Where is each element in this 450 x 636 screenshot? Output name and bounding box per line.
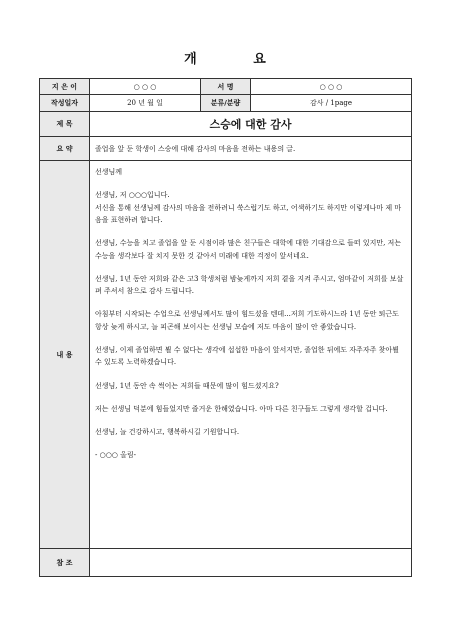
content-row [40,161,412,549]
content-paragraph-thanks: 선생님, 1년 동안 저희와 같은 고3 학생처럼 밤늦게까지 저희 곁을 지켜 주시고, 엄마같이 저희를 보살펴 주셔서 참으로 감사 드립니다. [95,274,404,296]
content-paragraph-intro: 선생님, 저 ○○○입니다. 서신을 통해 선생님께 감사의 마음을 전하려니 쑥스럽기도 하고, 어색하기도 하지만 이렇게나마 제 마음을 표현하려 합니다. [95,191,402,225]
content-paragraph-morning: 아침부터 시작되는 수업으로 선생님께서도 많이 힘드셨을 텐데...저희 기도하시느라 1년 동안 퇴근도 항상 늦게 하시고, 늘 피곤해 보이시는 선생님 모습에 저도 마음이 많이 안 좋았습니다. [95,310,399,331]
content-paragraph-hardship: 선생님, 1년 동안 속 썩이는 저희들 때문에 많이 힘드셨지요? [95,381,279,390]
document-title: 개 요 [184,52,292,67]
author-value: ○ ○ ○ [90,79,201,95]
date-label: 작성일자 [40,95,90,112]
content-paragraph-gratitude: 저는 선생님 덕분에 힘들었지만 즐거운 한해였습니다. 아마 다른 친구들도 그렇게 생각할 겁니다. [95,404,388,413]
content-paragraph-signoff: - ○○○ 올림- [95,450,137,459]
content-paragraph-exam: 선생님, 수능을 치고 졸업을 앞 둔 시점이라 많은 친구들은 대학에 대한 기대감으로 들떠 있지만, 저는 수능을 생각보다 잘 치지 못한 것 같아서 미래에 대한 걱정이 앞서네요. [95,239,402,260]
content-body [90,161,412,549]
subject-label: 제 목 [40,112,90,137]
summary-row [40,137,412,161]
reference-label: 참 조 [40,549,90,577]
summary-value: 졸업을 앞 둔 학생이 스승에 대해 감사의 마음을 전하는 내용의 글. [90,137,412,161]
subject-value: 스승에 대한 감사 [90,112,412,137]
author-row [40,79,412,95]
author-label: 지 은 이 [40,79,90,95]
signature-label: 서 명 [201,79,251,95]
summary-form-table [39,78,412,577]
signature-value: ○ ○ ○ [251,79,412,95]
date-value: 20 년 월 일 [90,95,201,112]
date-row [40,95,412,112]
content-paragraph-salutation: 선생님께 [95,168,123,176]
reference-row [40,549,412,577]
category-label: 분류/분량 [201,95,251,112]
subject-row [40,112,412,137]
category-value: 감사 / 1page [251,95,412,112]
content-paragraph-graduation: 선생님, 이제 졸업하면 뵐 수 없다는 생각에 섭섭한 마음이 앞서지만, 졸업한 뒤에도 자주자주 찾아뵐 수 있도록 노력하겠습니다. [95,345,399,367]
reference-value [90,549,412,577]
summary-label: 요 약 [40,137,90,161]
content-paragraph-wish: 선생님, 늘 건강하시고, 행복하시길 기원합니다. [95,427,240,436]
content-label: 내 용 [40,161,90,549]
